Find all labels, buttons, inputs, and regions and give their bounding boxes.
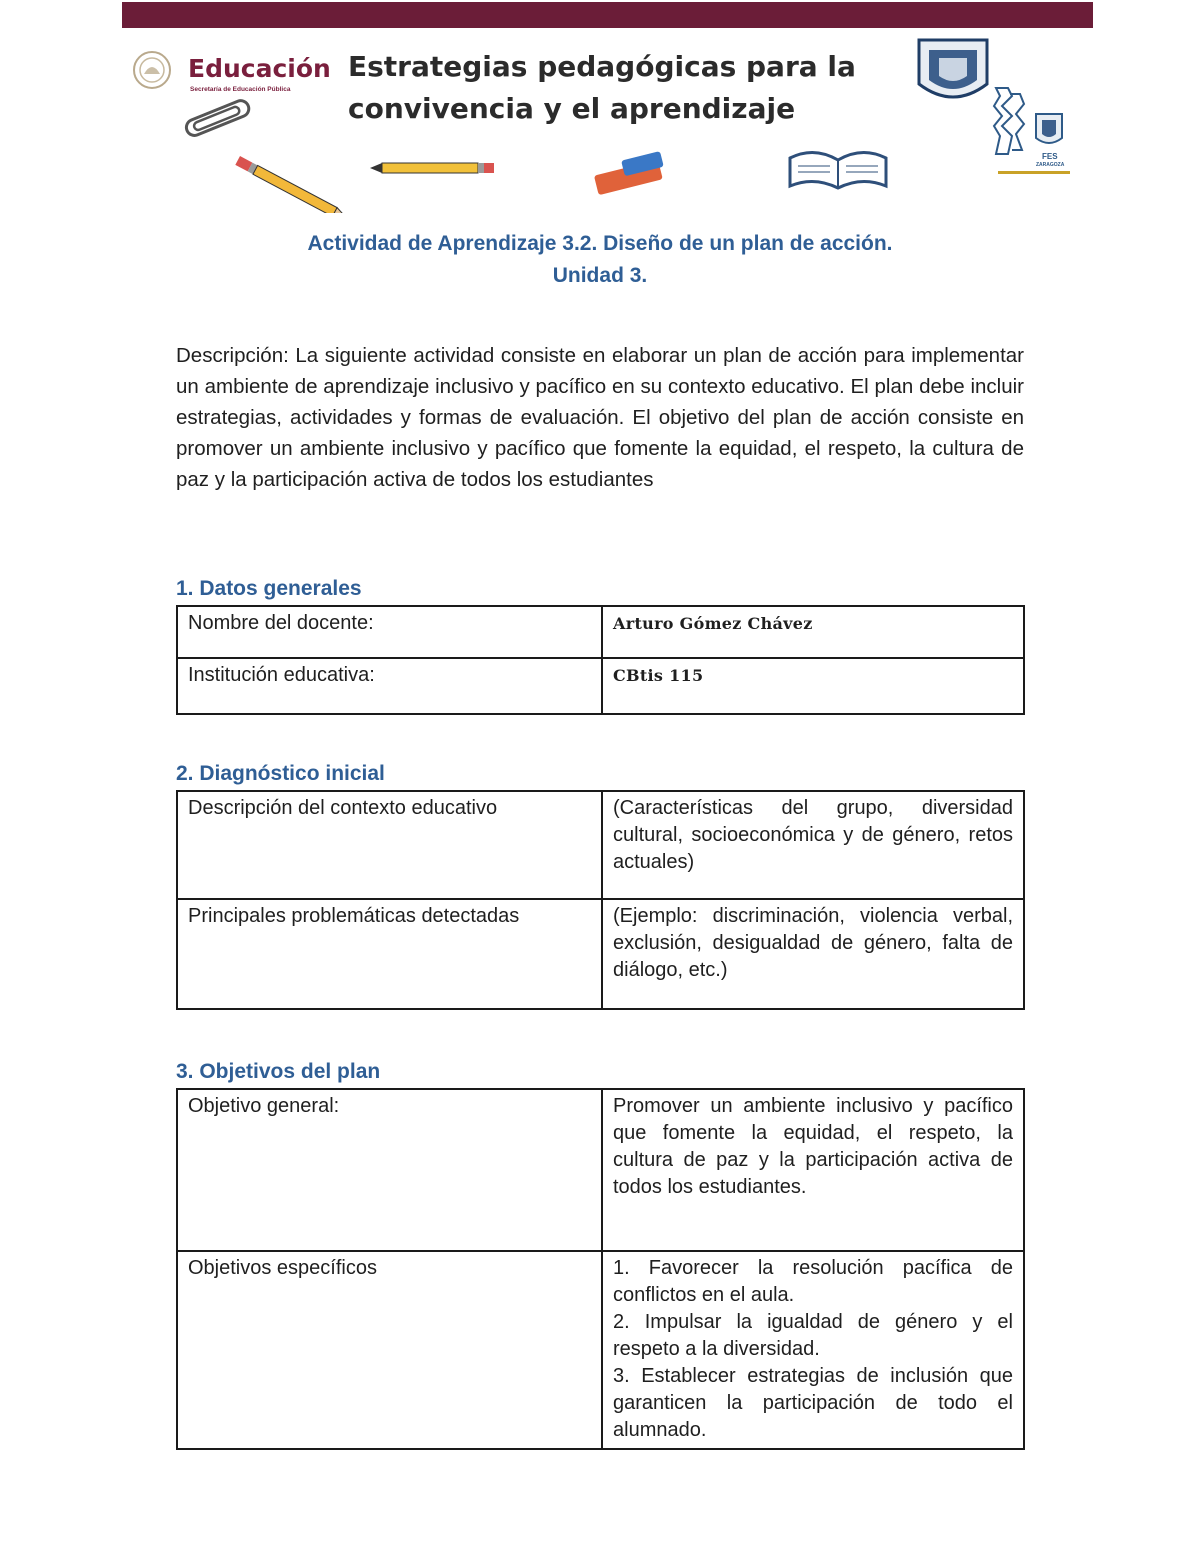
teacher-name: Arturo Gómez Chávez [613, 614, 813, 633]
institution-name: CBtis 115 [613, 666, 704, 685]
unam-seal-icon [915, 36, 991, 110]
section-title-diagnostico: 2. Diagnóstico inicial [176, 762, 385, 785]
pencil-icon [235, 156, 349, 213]
table-value: (Características del grupo, diversidad cultural, socioeconómica y de género, retos actuales) [602, 791, 1024, 899]
top-color-bar [122, 2, 1093, 28]
fes-subtitle: ZARAGOZA [1036, 162, 1065, 168]
pencil-icon [370, 163, 494, 173]
table-row [177, 791, 1024, 899]
general-data-table [176, 605, 1025, 715]
table-value [602, 658, 1024, 714]
sep-logo-word: Educación [188, 54, 331, 83]
table-label: Institución educativa: [177, 658, 602, 714]
eraser-icon [592, 151, 667, 195]
section-title-objetivos: 3. Objetivos del plan [176, 1060, 381, 1083]
fes-text: FES [1042, 152, 1058, 161]
fes-underline [998, 171, 1070, 174]
table-label: Objetivo general: [177, 1089, 602, 1251]
list-item: 1. Favorecer la resolución pacífica de conflictos en el aula. [613, 1257, 1013, 1306]
table-value: Promover un ambiente inclusivo y pacífico que fomente la equidad, el respeto, la cultura de paz y la participación activa de todos los estudiantes. [602, 1089, 1024, 1251]
table-value [602, 1251, 1024, 1449]
table-row [177, 899, 1024, 1009]
table-value: (Ejemplo: discriminación, violencia verbal, exclusión, desigualdad de género, falta de diálogo, etc.) [602, 899, 1024, 1009]
table-label: Objetivos específicos [177, 1251, 602, 1449]
table-row [177, 1251, 1024, 1449]
section-title-datos-generales: 1. Datos generales [176, 577, 362, 600]
table-label: Principales problemáticas detectadas [177, 899, 602, 1009]
table-label: Nombre del docente: [177, 606, 602, 658]
list-item: 3. Establecer estrategias de inclusión que garanticen la participación de todo el alumnado. [613, 1365, 1013, 1441]
activity-title-line: Actividad de Aprendizaje 3.2. Diseño de un plan de acción. [307, 232, 893, 255]
table-row [177, 606, 1024, 658]
table-row [177, 658, 1024, 714]
table-value [602, 606, 1024, 658]
list-item: 2. Impulsar la igualdad de género y el respeto a la diversidad. [613, 1311, 1013, 1360]
document-header [122, 28, 1093, 213]
paperclip-icon [184, 98, 251, 138]
sep-logo-subtitle: Secretaría de Educación Pública [190, 86, 291, 93]
activity-title [200, 228, 1000, 292]
book-icon [790, 152, 886, 188]
diagnosis-table [176, 790, 1025, 1010]
table-label: Descripción del contexto educativo [177, 791, 602, 899]
activity-unit: Unidad 3. [552, 264, 648, 287]
objectives-table [176, 1088, 1025, 1450]
table-row [177, 1089, 1024, 1251]
header-title: Estrategias pedagógicas para la convivencia y el aprendizaje [348, 50, 856, 125]
activity-description: Descripción: La siguiente actividad consiste en elaborar un plan de acción para implementar un ambiente de aprendizaje inclusivo y pacífico en su contexto educativo. El plan debe incluir estrategias, actividades y formas de evaluación. El objetivo del plan de acción consiste en promover un ambiente inclusivo y pacífico que fomente la equidad, el respeto, la cultura de paz y la participación activa de todos los estudiantes [176, 344, 1024, 491]
